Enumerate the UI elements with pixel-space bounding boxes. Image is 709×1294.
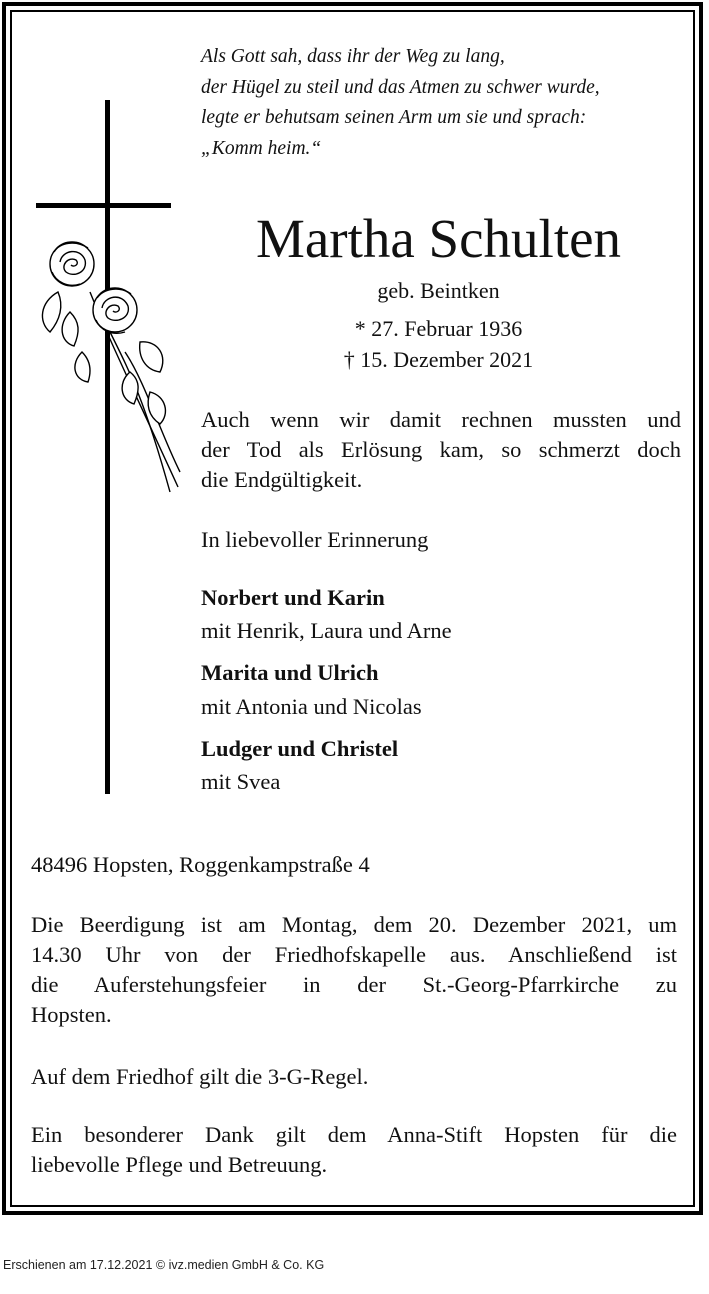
message	[201, 405, 681, 495]
funeral-line: Hopsten.	[31, 1002, 112, 1027]
roses-icon	[30, 232, 190, 502]
quote-line: „Komm heim.“	[201, 137, 322, 159]
family-names: Norbert und Karin	[201, 585, 385, 610]
family-children: mit Svea	[201, 769, 281, 794]
thanks	[31, 1120, 677, 1180]
address	[31, 850, 677, 880]
death-date: † 15. Dezember 2021	[343, 347, 534, 372]
funeral-info	[31, 910, 677, 1030]
publication-footer: Erschienen am 17.12.2021 © ivz.medien GmbH & Co. KG	[3, 1258, 325, 1272]
quote-line: der Hügel zu steil und das Atmen zu schwer wurde,	[201, 76, 600, 98]
maiden-name: geb. Beintken	[377, 278, 500, 303]
funeral-line: Die Beerdigung ist am Montag, dem 20. Dezember 2021, um	[31, 912, 677, 937]
family-names: Marita und Ulrich	[201, 660, 379, 685]
remembrance: In liebevoller Erinnerung	[201, 527, 429, 552]
message-line: die Endgültigkeit.	[201, 467, 363, 492]
quote-line: legte er behutsam seinen Arm um sie und sprach:	[201, 107, 587, 128]
cross-bar	[36, 203, 171, 208]
funeral-line: die Auferstehungsfeier in der St.-Georg-Pfarrkirche zu	[31, 972, 677, 997]
funeral-line: 14.30 Uhr von der Friedhofskapelle aus. Anschließend ist	[31, 942, 677, 967]
quote-line: Als Gott sah, dass ihr der Weg zu lang,	[201, 46, 505, 67]
birth-date: * 27. Februar 1936	[354, 316, 523, 341]
family-children: mit Henrik, Laura und Arne	[201, 618, 452, 643]
quote	[201, 42, 691, 164]
thanks-line: Ein besonderer Dank gilt dem Anna-Stift Hopsten für die	[31, 1122, 677, 1147]
family-children: mit Antonia und Nicolas	[201, 694, 422, 719]
rule-line: Auf dem Friedhof gilt die 3-G-Regel.	[31, 1064, 369, 1089]
thanks-line: liebevolle Pflege und Betreuung.	[31, 1152, 328, 1177]
deceased-name: Martha Schulten	[255, 208, 622, 269]
address-line: 48496 Hopsten, Roggenkampstraße 4	[31, 852, 370, 877]
message-line: der Tod als Erlösung kam, so schmerzt doch	[201, 437, 681, 462]
family-names: Ludger und Christel	[201, 736, 399, 761]
message-line: Auch wenn wir damit rechnen mussten und	[201, 407, 681, 432]
rule-note	[31, 1062, 677, 1092]
